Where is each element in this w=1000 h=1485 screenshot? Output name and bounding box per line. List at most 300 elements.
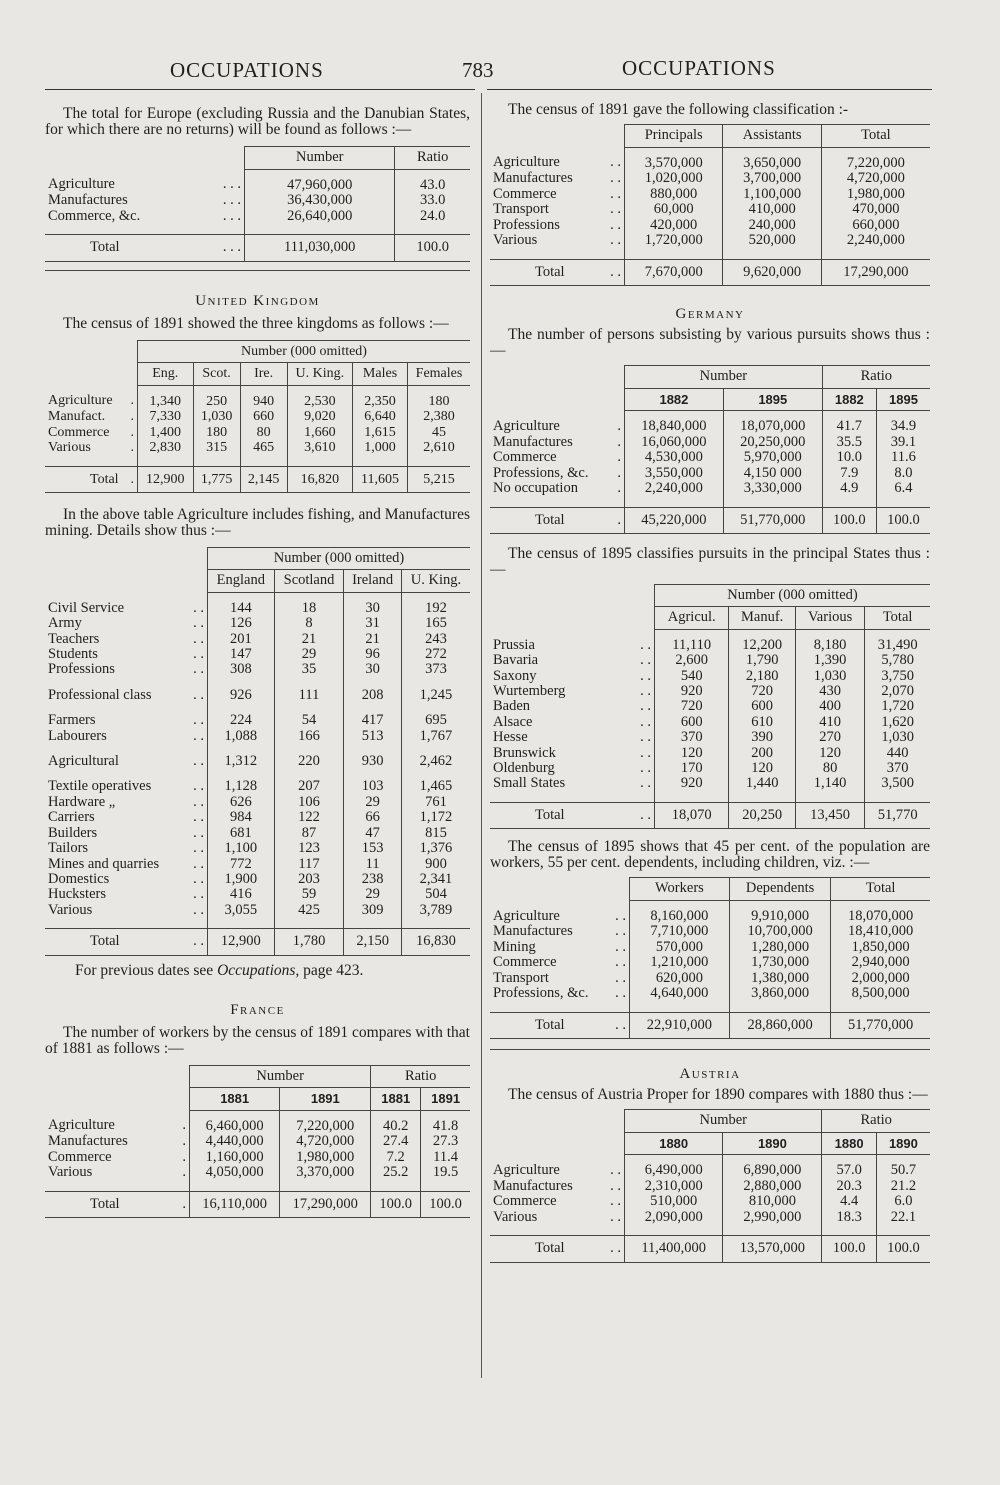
note-text: For previous dates see: [75, 961, 218, 979]
row-value: 1,390: [795, 653, 864, 668]
spacer-cell: [344, 918, 402, 929]
row-value: 20,250,000: [723, 435, 822, 451]
table-row: [45, 795, 470, 810]
row-value: 5,970,000: [723, 450, 822, 466]
row-label: Saxony . .: [490, 669, 655, 684]
row-label: Brunswick . .: [490, 746, 655, 761]
total-label: Total . .: [490, 1012, 630, 1039]
header-blank: [45, 1088, 190, 1111]
table-row: [490, 715, 930, 730]
row-value: 24.0: [395, 209, 470, 225]
row-value: 1,280,000: [729, 940, 831, 956]
row-value: 1,440: [729, 776, 796, 791]
row-value: 7,710,000: [630, 924, 730, 940]
spacer-cell: [655, 792, 729, 803]
row-value: 1,660: [287, 425, 352, 441]
row-label: Agriculture .: [45, 1110, 190, 1134]
row-value: 240,000: [723, 218, 821, 234]
row-value: 25.2: [371, 1165, 421, 1181]
row-value: 80: [795, 761, 864, 776]
row-value: 33.0: [395, 193, 470, 209]
previous-dates-note: [75, 962, 470, 980]
total-value: 51,770,000: [831, 1012, 930, 1039]
table-row: [490, 699, 930, 714]
spacer-cell: [876, 1225, 930, 1236]
row-value: 309: [344, 903, 402, 918]
row-value: 66: [344, 810, 402, 825]
row-value: 920: [655, 776, 729, 791]
row-label: Various . .: [45, 903, 208, 918]
table-total-row: [490, 1012, 930, 1039]
row-value: 2,610: [408, 440, 471, 456]
column-header: 1895: [723, 388, 822, 411]
column-header: Agricul.: [655, 607, 729, 629]
table-row: [490, 218, 930, 234]
row-value: 120: [729, 761, 796, 776]
row-value: 103: [344, 779, 402, 794]
spacer-cell: [208, 918, 275, 929]
table-total-row: [45, 235, 470, 262]
row-value: 1,030: [795, 669, 864, 684]
row-value: 22.1: [876, 1210, 930, 1226]
row-value: 41.8: [421, 1110, 470, 1134]
header-blank: [490, 607, 655, 629]
table-row: [490, 986, 930, 1002]
table-row: [45, 409, 470, 425]
column-header: Ire.: [240, 363, 287, 386]
row-spacer: [45, 456, 470, 467]
total-value: 13,450: [795, 802, 864, 828]
total-value: 51,770,000: [723, 507, 822, 534]
row-label: Manufactures . .: [490, 1179, 625, 1195]
row-value: 4,530,000: [625, 450, 724, 466]
austria-intro: The census of Austria Proper for 1890 compares with 1880 thus :—: [508, 1086, 928, 1104]
table-row: [490, 1194, 930, 1210]
section-rule-2: [490, 1049, 930, 1050]
spacer-cell: [408, 456, 471, 467]
table-row: [490, 761, 930, 776]
row-value: 153: [344, 841, 402, 856]
table-row: [45, 810, 470, 825]
row-value: 2,530: [287, 385, 352, 409]
header-blank: [45, 147, 245, 170]
column-header: U. King.: [287, 363, 352, 386]
row-value: 7.2: [371, 1150, 421, 1166]
table-row: [490, 971, 930, 987]
table-row: [45, 1165, 470, 1181]
row-label: Army . .: [45, 616, 208, 631]
row-value: 3,500: [865, 776, 930, 791]
row-label: Commerce . .: [490, 187, 625, 203]
row-label: Agriculture .: [490, 411, 625, 435]
row-value: 80: [240, 425, 287, 441]
row-value: 308: [208, 662, 275, 677]
row-value: 96: [344, 647, 402, 662]
row-value: 10.0: [822, 450, 876, 466]
row-value: 1,030: [193, 409, 240, 425]
column-header: Eng.: [138, 363, 194, 386]
row-label: Professions . .: [45, 662, 208, 677]
table-row: [490, 940, 930, 956]
header-left: OCCUPATIONS: [170, 58, 324, 82]
column-header: 1891: [421, 1088, 470, 1111]
table-row: [490, 776, 930, 791]
row-value: 390: [729, 730, 796, 745]
row-value: 1,376: [401, 841, 470, 856]
row-label: Various . .: [490, 233, 625, 249]
row-value: 540: [655, 669, 729, 684]
row-value: 45: [408, 425, 471, 441]
table-header-row: [490, 388, 930, 411]
table-row: [45, 632, 470, 647]
row-value: 54: [274, 713, 344, 728]
france-intro: The number of workers by the census of 1891 compares with that of 1881 as follows :—: [45, 1023, 470, 1057]
table-row: [45, 1134, 470, 1150]
spacer-cell: [490, 1225, 625, 1236]
row-value: 880,000: [625, 187, 723, 203]
row-label: Professions . .: [490, 218, 625, 234]
row-label: Agriculture . . .: [45, 169, 245, 193]
total-value: 22,910,000: [630, 1012, 730, 1039]
row-label: Mining . .: [490, 940, 630, 956]
row-value: 1,380,000: [729, 971, 831, 987]
column-group-header: Number (000 omitted): [655, 585, 931, 607]
spacer-cell: [245, 224, 395, 235]
total-value: 100.0: [822, 507, 876, 534]
row-value: 41.7: [822, 411, 876, 435]
total-value: 11,400,000: [625, 1236, 723, 1263]
row-spacer: [490, 249, 930, 260]
row-value: 920: [655, 684, 729, 699]
spacer-cell: [865, 792, 930, 803]
row-label: Manufactures . .: [490, 924, 630, 940]
row-label: Civil Service . .: [45, 592, 208, 616]
row-value: 1,100,000: [723, 187, 821, 203]
table-row: [45, 193, 470, 209]
row-value: 165: [401, 616, 470, 631]
row-label: Carriers . .: [45, 810, 208, 825]
column-header: Various: [795, 607, 864, 629]
total-value: 100.0: [876, 1236, 930, 1263]
row-value: 6,490,000: [625, 1155, 723, 1179]
row-value: 695: [401, 713, 470, 728]
row-spacer: [45, 1181, 470, 1192]
table-header-row: [490, 878, 930, 901]
table-row: [45, 662, 470, 677]
row-value: 6.4: [876, 481, 930, 497]
row-label: Farmers . .: [45, 713, 208, 728]
row-value: 3,860,000: [729, 986, 831, 1002]
row-value: 1,000: [353, 440, 408, 456]
row-value: 29: [344, 795, 402, 810]
row-value: 207: [274, 779, 344, 794]
row-value: 11,110: [655, 629, 729, 653]
column-header: Workers: [630, 878, 730, 901]
total-value: 111,030,000: [245, 235, 395, 262]
row-label: Various . .: [490, 1210, 625, 1226]
table-row: [490, 730, 930, 745]
column-group-header: Number: [625, 1110, 822, 1133]
row-value: 180: [408, 385, 471, 409]
row-value: 2,830: [138, 440, 194, 456]
spacer-cell: [395, 224, 470, 235]
column-header: 1882: [625, 388, 724, 411]
row-value: 27.4: [371, 1134, 421, 1150]
row-value: 29: [344, 887, 402, 902]
column-header: Scot.: [193, 363, 240, 386]
row-value: 900: [401, 857, 470, 872]
france-title: France: [230, 1001, 285, 1018]
table-total-row: [490, 1236, 930, 1263]
table-row: [45, 647, 470, 662]
row-value: 2,462: [401, 754, 470, 769]
row-value: 34.9: [876, 411, 930, 435]
row-value: 8,160,000: [630, 900, 730, 924]
table-header-row: [490, 607, 930, 629]
table-row: [490, 629, 930, 653]
header-right: OCCUPATIONS: [622, 56, 776, 80]
column-divider: [481, 93, 482, 1378]
table-row: [45, 713, 470, 728]
total-value: 16,110,000: [190, 1191, 280, 1218]
census1891-table: [490, 124, 930, 286]
spacer-cell: [729, 1002, 831, 1013]
row-value: 2,070: [865, 684, 930, 699]
row-label: Prussia . .: [490, 629, 655, 653]
column-group-header: Number: [190, 1065, 371, 1088]
row-value: 180: [193, 425, 240, 441]
row-value: 400: [795, 699, 864, 714]
row-value: 370: [655, 730, 729, 745]
row-value: 620,000: [630, 971, 730, 987]
row-value: 600: [729, 699, 796, 714]
table-row: [45, 779, 470, 794]
row-value: 772: [208, 857, 275, 872]
table-row: [490, 171, 930, 187]
row-label: Commerce . .: [490, 1194, 625, 1210]
table-total-row: [45, 466, 470, 493]
row-label: Builders . .: [45, 826, 208, 841]
column-header: Manuf.: [729, 607, 796, 629]
total-value: 100.0: [395, 235, 470, 262]
row-value: 21: [344, 632, 402, 647]
row-value: 1,160,000: [190, 1150, 280, 1166]
header-blank: [45, 570, 208, 592]
table-row: [45, 841, 470, 856]
total-value: 5,215: [408, 466, 471, 493]
row-value: 3,370,000: [280, 1165, 371, 1181]
spacer-cell: [490, 792, 655, 803]
spacer-cell: [625, 1225, 723, 1236]
row-value: 31,490: [865, 629, 930, 653]
row-value: 20.3: [822, 1179, 876, 1195]
header-blank: [45, 363, 138, 386]
table-row: [490, 481, 930, 497]
row-value: 120: [795, 746, 864, 761]
row-value: 123: [274, 841, 344, 856]
spacer-cell: [876, 497, 930, 508]
total-value: 2,145: [240, 466, 287, 493]
total-label: Total .: [45, 1191, 190, 1218]
spacer-cell: [723, 1225, 822, 1236]
table-row: [45, 754, 470, 769]
table-row: [45, 592, 470, 616]
row-value: 1,020,000: [625, 171, 723, 187]
total-value: 18,070: [655, 802, 729, 828]
total-label: Total .: [490, 507, 625, 534]
spacer-cell: [371, 1181, 421, 1192]
row-value: 1,850,000: [831, 940, 930, 956]
row-label: Transport . .: [490, 971, 630, 987]
table-total-row: [45, 929, 470, 955]
row-value: 8: [274, 616, 344, 631]
table-row: [490, 450, 930, 466]
column-header: Dependents: [729, 878, 831, 901]
row-label: Bavaria . .: [490, 653, 655, 668]
ukdetail-intro: In the above table Agriculture includes fishing, and Manufactures mining. Details show thus :—: [45, 506, 470, 539]
table-total-row: [490, 802, 930, 828]
table-row: [45, 729, 470, 744]
workers-table: [490, 877, 930, 1039]
spacer-cell: [45, 918, 208, 929]
row-value: 570,000: [630, 940, 730, 956]
table-row: [490, 411, 930, 435]
total-label: Total . .: [490, 1236, 625, 1263]
row-value: 19.5: [421, 1165, 470, 1181]
row-value: 510,000: [625, 1194, 723, 1210]
spacer-cell: [831, 1002, 930, 1013]
table-row: [45, 440, 470, 456]
row-value: 2,600: [655, 653, 729, 668]
row-value: 11: [344, 857, 402, 872]
spacer-cell: [822, 497, 876, 508]
table-row: [45, 903, 470, 918]
row-spacer: [490, 1225, 930, 1236]
row-value: 59: [274, 887, 344, 902]
spacer-cell: [821, 249, 930, 260]
row-label: Alsace . .: [490, 715, 655, 730]
row-value: 3,750: [865, 669, 930, 684]
spacer-cell: [45, 456, 138, 467]
row-value: 30: [344, 592, 402, 616]
row-label: Manufact. .: [45, 409, 138, 425]
column-group-header: Ratio: [822, 366, 930, 389]
spacer-cell: [138, 456, 194, 467]
table-row: [490, 435, 930, 451]
row-value: 1,128: [208, 779, 275, 794]
total-value: 17,290,000: [821, 259, 930, 286]
table-total-row: [45, 1191, 470, 1218]
column-header: 1890: [723, 1132, 822, 1155]
row-label: Various .: [45, 1165, 190, 1181]
row-value: 4,150 000: [723, 466, 822, 482]
row-value: 2,990,000: [723, 1210, 822, 1226]
row-value: 410: [795, 715, 864, 730]
row-value: 2,000,000: [831, 971, 930, 987]
row-value: 126: [208, 616, 275, 631]
row-value: 660,000: [821, 218, 930, 234]
total-label: Total . . .: [45, 235, 245, 262]
row-label: Agriculture .: [45, 385, 138, 409]
table-row: [490, 955, 930, 971]
row-value: 440: [865, 746, 930, 761]
row-value: 1,615: [353, 425, 408, 441]
row-value: 224: [208, 713, 275, 728]
row-label: No occupation .: [490, 481, 625, 497]
row-value: 18,840,000: [625, 411, 724, 435]
row-value: 29: [274, 647, 344, 662]
column-header: 1881: [190, 1088, 280, 1111]
row-label: Mines and quarries . .: [45, 857, 208, 872]
row-label: Baden . .: [490, 699, 655, 714]
row-value: 1,720: [865, 699, 930, 714]
column-header: 1890: [876, 1132, 930, 1155]
row-value: 6,890,000: [723, 1155, 822, 1179]
column-header: Assistants: [723, 125, 821, 148]
row-value: 7,220,000: [280, 1110, 371, 1134]
row-value: 7.9: [822, 466, 876, 482]
table-header-row: [45, 1088, 470, 1111]
row-value: 1,790: [729, 653, 796, 668]
spacer-cell: [490, 497, 625, 508]
row-value: 3,700,000: [723, 171, 821, 187]
row-value: 3,789: [401, 903, 470, 918]
row-value: 10,700,000: [729, 924, 831, 940]
france-table: [45, 1065, 470, 1219]
spacer-cell: [274, 918, 344, 929]
table-header-row: [45, 147, 470, 170]
table-row: [490, 1155, 930, 1179]
states-table: [490, 584, 930, 829]
total-value: 100.0: [876, 507, 930, 534]
row-value: 21: [274, 632, 344, 647]
row-value: 270: [795, 730, 864, 745]
row-value: 1,620: [865, 715, 930, 730]
row-spacer: [45, 703, 470, 713]
header-blank: [490, 1132, 625, 1155]
row-value: 370: [865, 761, 930, 776]
spacer-cell: [630, 1002, 730, 1013]
row-value: 11.4: [421, 1150, 470, 1166]
row-value: 87: [274, 826, 344, 841]
total-value: 7,670,000: [625, 259, 723, 286]
row-value: 1,730,000: [729, 955, 831, 971]
column-header: Females: [408, 363, 471, 386]
row-value: 18,070,000: [831, 900, 930, 924]
table-row: [45, 425, 470, 441]
table-row: [45, 169, 470, 193]
row-label: Commerce .: [45, 1150, 190, 1166]
column-group-header: Number (000 omitted): [138, 340, 471, 363]
uk-intro: The census of 1891 showed the three kingdoms as follows :—: [63, 314, 449, 332]
row-value: 3,550,000: [625, 466, 724, 482]
row-value: 12,200: [729, 629, 796, 653]
row-label: Textile operatives . .: [45, 779, 208, 794]
row-label: Agriculture . .: [490, 1155, 625, 1179]
row-value: 2,940,000: [831, 955, 930, 971]
row-value: 2,180: [729, 669, 796, 684]
row-value: 18,410,000: [831, 924, 930, 940]
row-value: 930: [344, 754, 402, 769]
row-value: 2,310,000: [625, 1179, 723, 1195]
total-label: Total . .: [490, 259, 625, 286]
row-value: 111: [274, 688, 344, 703]
spacer-cell: [729, 792, 796, 803]
spacer-cell: [280, 1181, 371, 1192]
row-label: Professions, &c. .: [490, 466, 625, 482]
row-value: 1,312: [208, 754, 275, 769]
workers-intro: The census of 1895 shows that 45 per cent. of the population are workers, 55 per cent. dependents, including children, viz. :—: [490, 838, 930, 872]
